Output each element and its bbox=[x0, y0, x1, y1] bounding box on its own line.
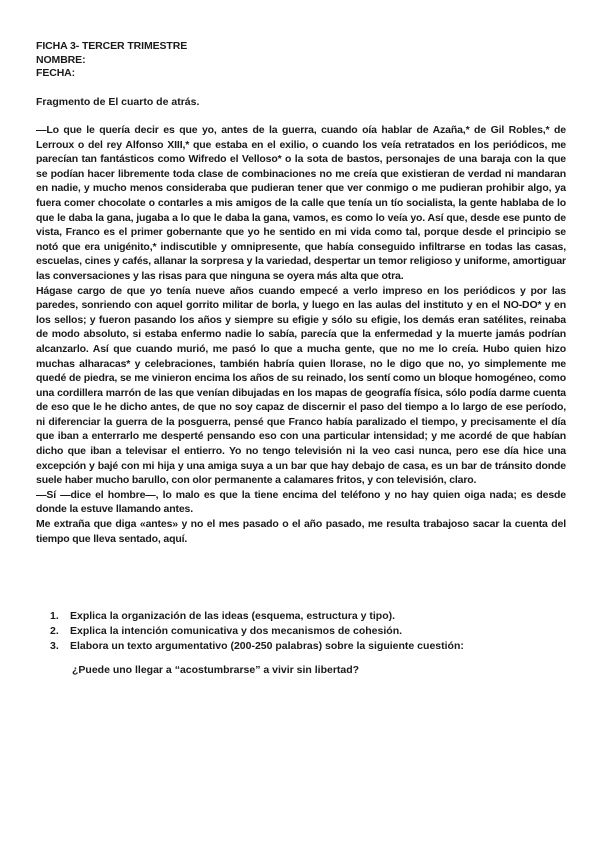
question-item bbox=[50, 639, 570, 654]
question-text: Explica la organización de las ideas (esquema, estructura y tipo). bbox=[70, 610, 396, 622]
questions-list bbox=[50, 609, 570, 653]
date-field-label: FECHA: bbox=[36, 67, 76, 79]
question-number: 3. bbox=[50, 639, 59, 652]
question-number: 2. bbox=[50, 624, 59, 637]
passage-paragraph: Me extraña que diga «antes» y no el mes pasado o el año pasado, me resulta trabajoso sacar la cuenta del tiempo que lleva sentado, aquí. bbox=[36, 518, 566, 545]
passage-paragraph: —Lo que le quería decir es que yo, antes de la guerra, cuando oía hablar de Azaña,* de Gil Robles,* de Lerroux o del rey Alfonso XIII,* que estaba en el exilio, o cuando los veía retratados en los periódicos, me parecían tan fantásticos como Wifredo el Velloso* o la sota de bastos, personajes de una baraja con la que se podían hacer libremente toda clase de combinaciones no me creía que existieran de verdad ni mandaran en nadie, y mucho menos consideraba que pudieran tener que ver conmigo o me pudieran prohibir algo, ya fuera comer chocolate o contarles a mis amigos de la calle que tenía un tío socialista, la gente hablaba de lo que le daba la gana, jugaba a lo que le daba la gana, vamos, es como lo veía yo. Así que, desde ese punto de vista, Franco es el primer gobernante que yo he sentido en mi vida como tal, porque desde el principio se notó que era unigénito,* indiscutible y omnipresente, que había conseguido infiltrarse en todas las casas, escuelas, cines y cafés, allanar la sorpresa y la variedad, despertar un temor religioso y uniforme, amortiguar las conversaciones y las risas para que ninguna se oyera más alta que otra. bbox=[36, 124, 566, 282]
worksheet-title: FICHA 3- TERCER TRIMESTRE bbox=[36, 40, 188, 52]
passage-paragraph: Hágase cargo de que yo tenía nueve años cuando empecé a verlo impreso en los periódicos y por las paredes, sonriendo con aquel gorrito militar de borla, y luego en las aulas del instituto y en el NO-DO* y en los sellos; y fueron pasando los años y siempre su efigie y sólo su efigie, los demás eran satélites, reinaba de modo absoluto, si estaba enfermo nadie lo sabía, parecía que la enfermedad y la muerte jamás podrían alcanzarlo. Así que cuando murió, me pasó lo que a mucha gente, que no me lo creía. Hubo quien hizo muchas alharacas* y celebraciones, también habría quien llorase, no le digo que no, yo simplemente me quedé de piedra, se me vinieron encima los años de su reinado, los sentí como un bloque homogéneo, como una cordillera marrón de las que venían dibujadas en los mapas de geografía física, sólo podía darme cuenta de eso que le he dicho antes, de que no soy capaz de discernir el paso del tiempo a lo largo de ese período, ni diferenciar la guerra de la posguerra, pensé que Franco había paralizado el tiempo, y precisamente el día que iban a enterrarlo me desperté pensando eso con una particular intensidad; y me acordé de que habían dicho que iban a televisar el entierro. Yo no tengo televisión ni la veo casi nunca, pero ese día hice una excepción y bajé con mi hija y una amiga suya a un bar que hay debajo de casa, es un bar de tránsito donde suele haber mucho barullo, con olor permanente a calamares fritos, y con televisión, claro. bbox=[36, 284, 566, 487]
question-item bbox=[50, 609, 570, 624]
passage-paragraph: —Sí —dice el hombre—, lo malo es que la tiene encima del teléfono y no hay quien oiga nada; es desde donde la estuve llamando antes. bbox=[36, 488, 566, 516]
question-text: Explica la intención comunicativa y dos mecanismos de cohesión. bbox=[70, 624, 403, 637]
argumentative-question: ¿Puede uno llegar a “acostumbrarse” a vivir sin libertad? bbox=[72, 664, 360, 676]
question-number: 1. bbox=[50, 610, 59, 622]
question-text: Elabora un texto argumentativo (200-250 palabras) sobre la siguiente cuestión: bbox=[70, 639, 464, 652]
question-item bbox=[50, 624, 570, 639]
worksheet-header bbox=[36, 40, 187, 81]
fragment-title: Fragmento de El cuarto de atrás. bbox=[36, 96, 200, 108]
passage-text bbox=[36, 123, 566, 546]
name-field-label: NOMBRE: bbox=[36, 53, 86, 66]
